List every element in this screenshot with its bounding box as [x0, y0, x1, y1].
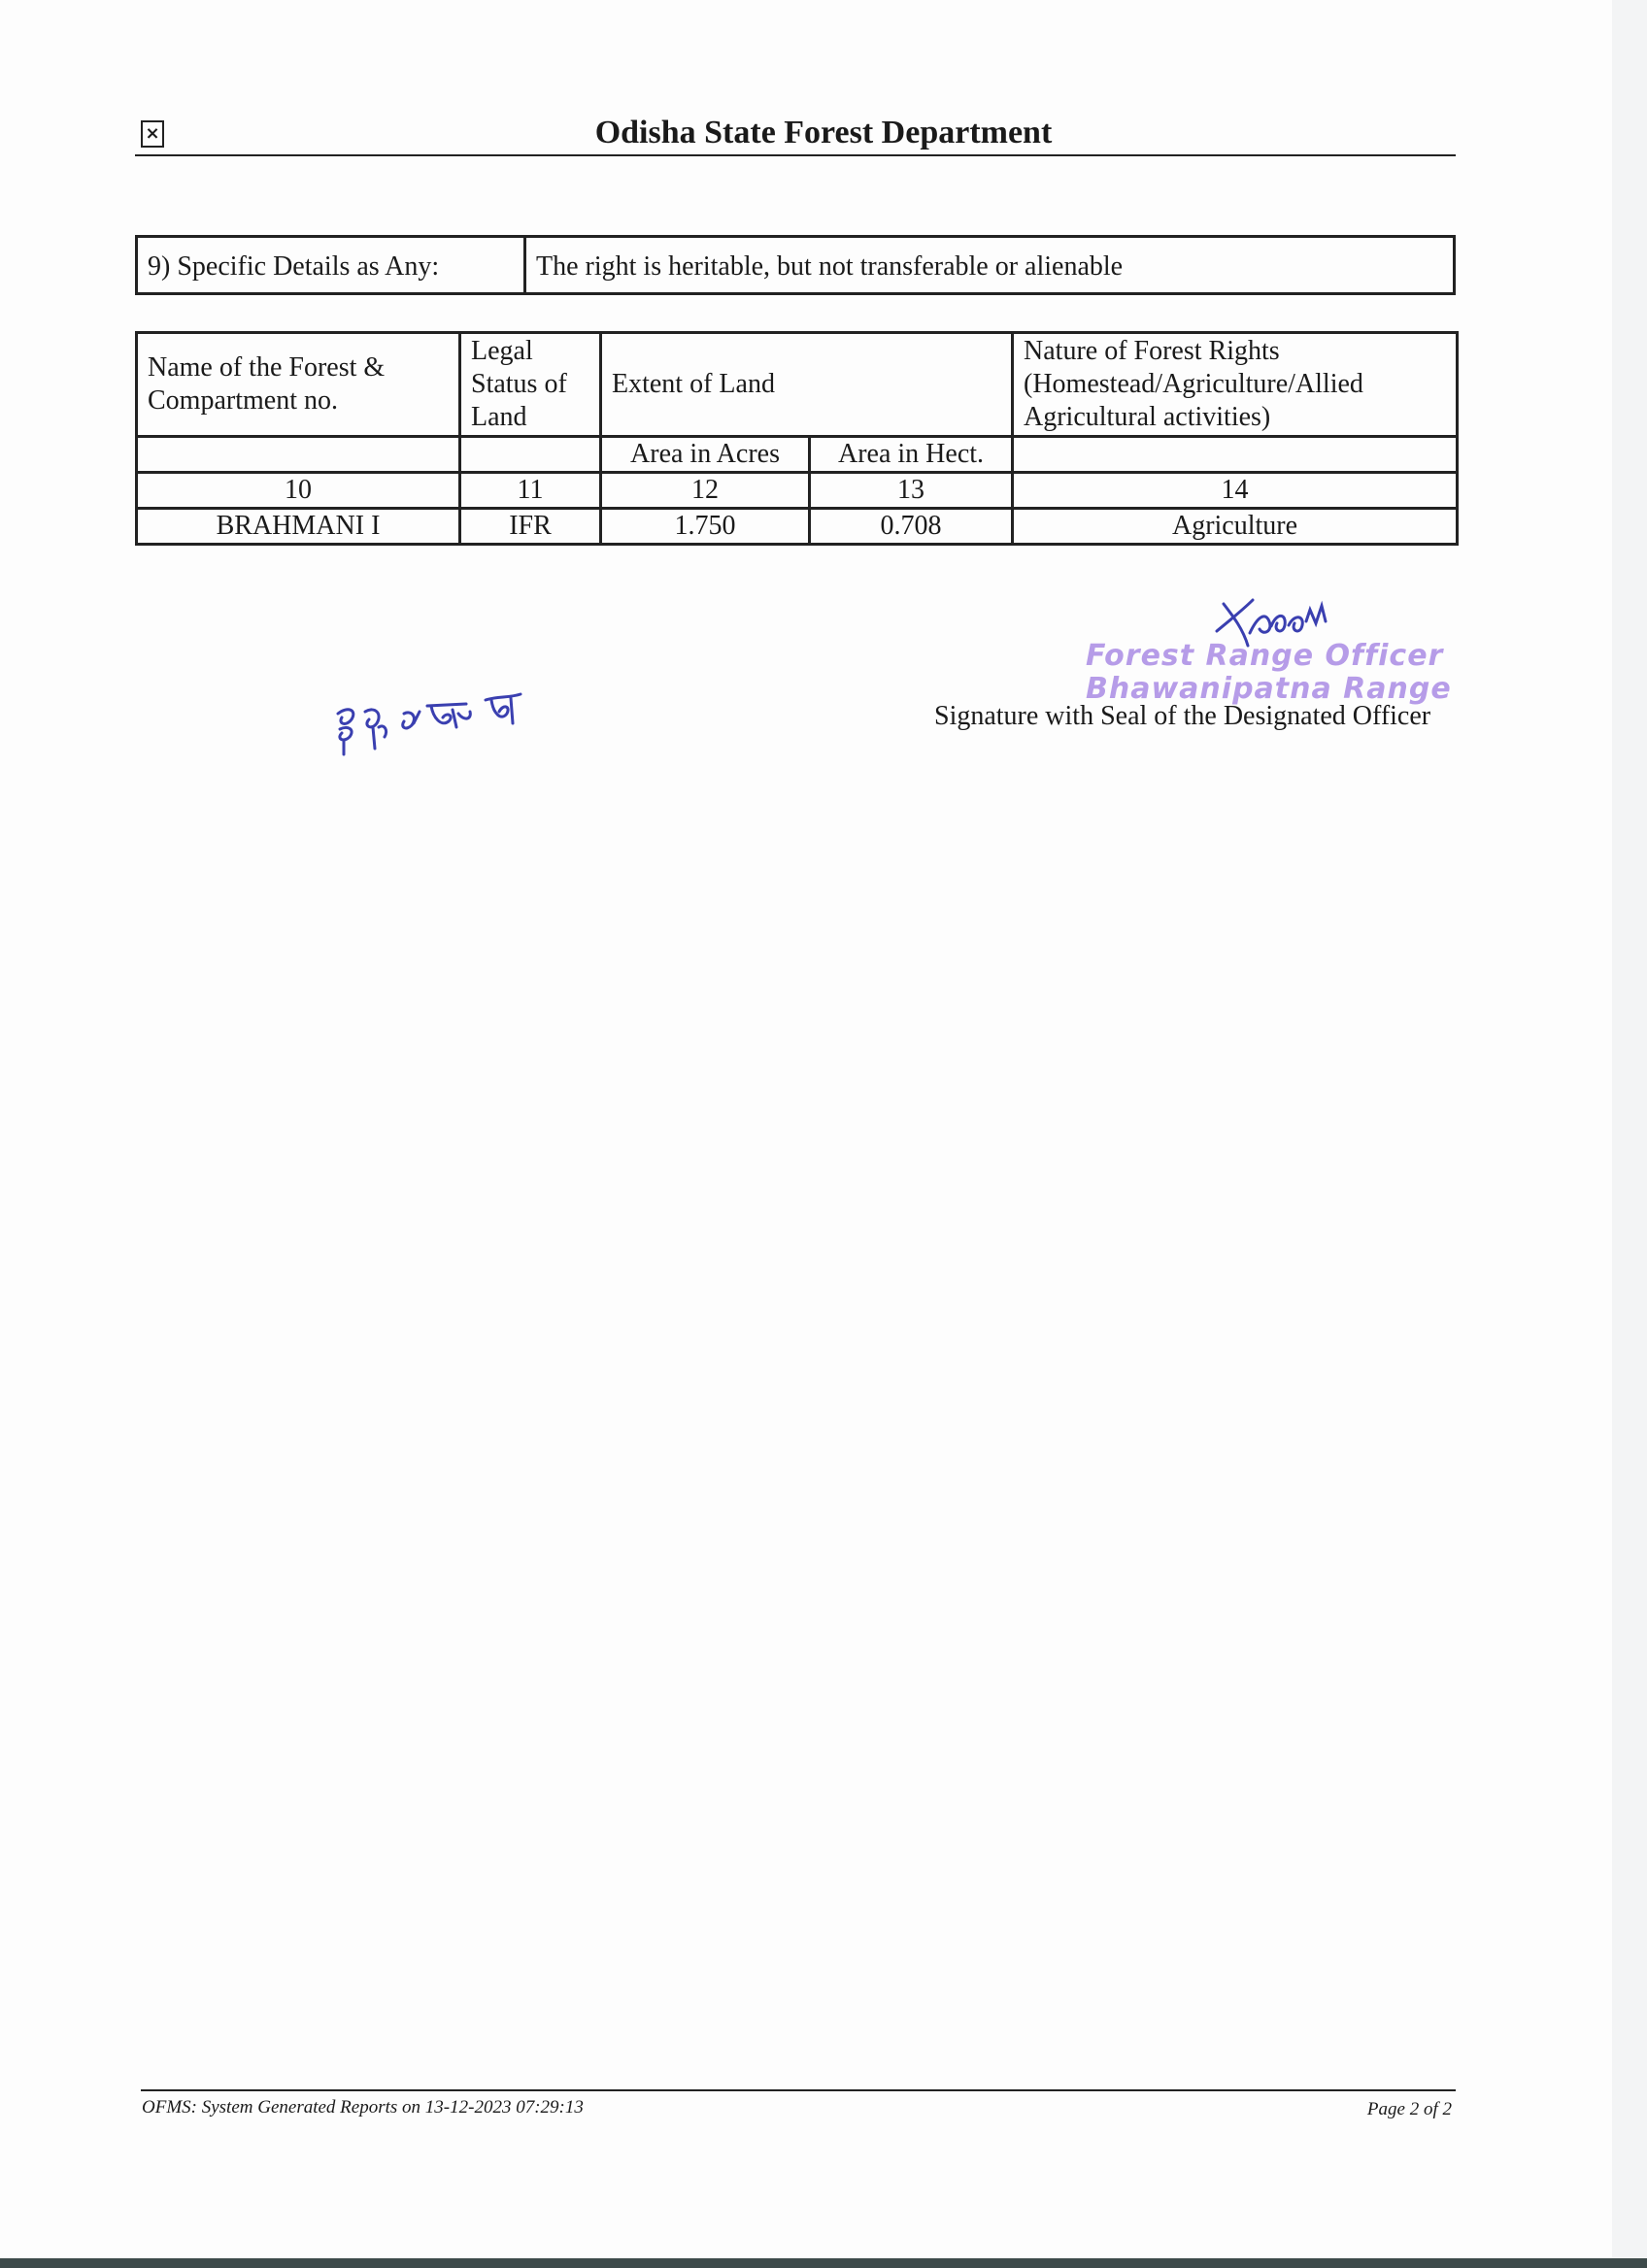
subheader-area-hect: Area in Hect.	[810, 437, 1013, 473]
table-subheader-row	[137, 437, 1458, 473]
close-icon[interactable]: ×	[141, 120, 164, 148]
table-header-row	[137, 333, 1458, 437]
scan-bottom-strip	[0, 2258, 1647, 2268]
specific-details-value: The right is heritable, but not transferable or alienable	[536, 251, 1124, 282]
column-number: 12	[601, 473, 810, 509]
table-row	[137, 509, 1458, 545]
column-number: 11	[460, 473, 601, 509]
header-rule	[135, 154, 1456, 156]
cell-legal-status: IFR	[460, 509, 601, 545]
page-title-wrapper	[0, 115, 1647, 151]
scan-edge	[1612, 0, 1647, 2258]
cell-area-acres: 1.750	[601, 509, 810, 545]
seal-line-1: Forest Range Officer	[1086, 639, 1444, 673]
header-forest-name: Name of the Forest & Compartment no.	[137, 333, 460, 437]
footer-rule	[141, 2089, 1456, 2091]
subheader-empty	[137, 437, 460, 473]
footer-generated-text: OFMS: System Generated Reports on 13-12-2023 07:29:13	[142, 2097, 584, 2118]
subheader-area-acres: Area in Acres	[601, 437, 810, 473]
specific-details-divider	[523, 238, 526, 292]
table-number-row	[137, 473, 1458, 509]
cell-nature: Agriculture	[1013, 509, 1458, 545]
subheader-empty	[460, 437, 601, 473]
specific-details-box	[135, 235, 1456, 295]
header-nature-of-rights: Nature of Forest Rights (Homestead/Agriculture/Allied Agricultural activities)	[1013, 333, 1458, 437]
column-number: 13	[810, 473, 1013, 509]
subheader-empty	[1013, 437, 1458, 473]
footer-page-number: Page 2 of 2	[1366, 2099, 1452, 2119]
handwritten-signature-icon	[330, 684, 524, 762]
header-legal-status: Legal Status of Land	[460, 333, 601, 437]
forest-rights-table	[135, 331, 1459, 546]
header-extent-of-land: Extent of Land	[601, 333, 1013, 437]
column-number: 10	[137, 473, 460, 509]
cell-area-hect: 0.708	[810, 509, 1013, 545]
signature-caption: Signature with Seal of the Designated Officer	[934, 701, 1431, 731]
seal-line-2: Bhawanipatna Range	[1086, 672, 1452, 706]
page-title: Odisha State Forest Department	[594, 115, 1053, 150]
column-number: 14	[1013, 473, 1458, 509]
cell-forest-name: BRAHMANI I	[137, 509, 460, 545]
specific-details-label: 9) Specific Details as Any:	[148, 251, 440, 282]
